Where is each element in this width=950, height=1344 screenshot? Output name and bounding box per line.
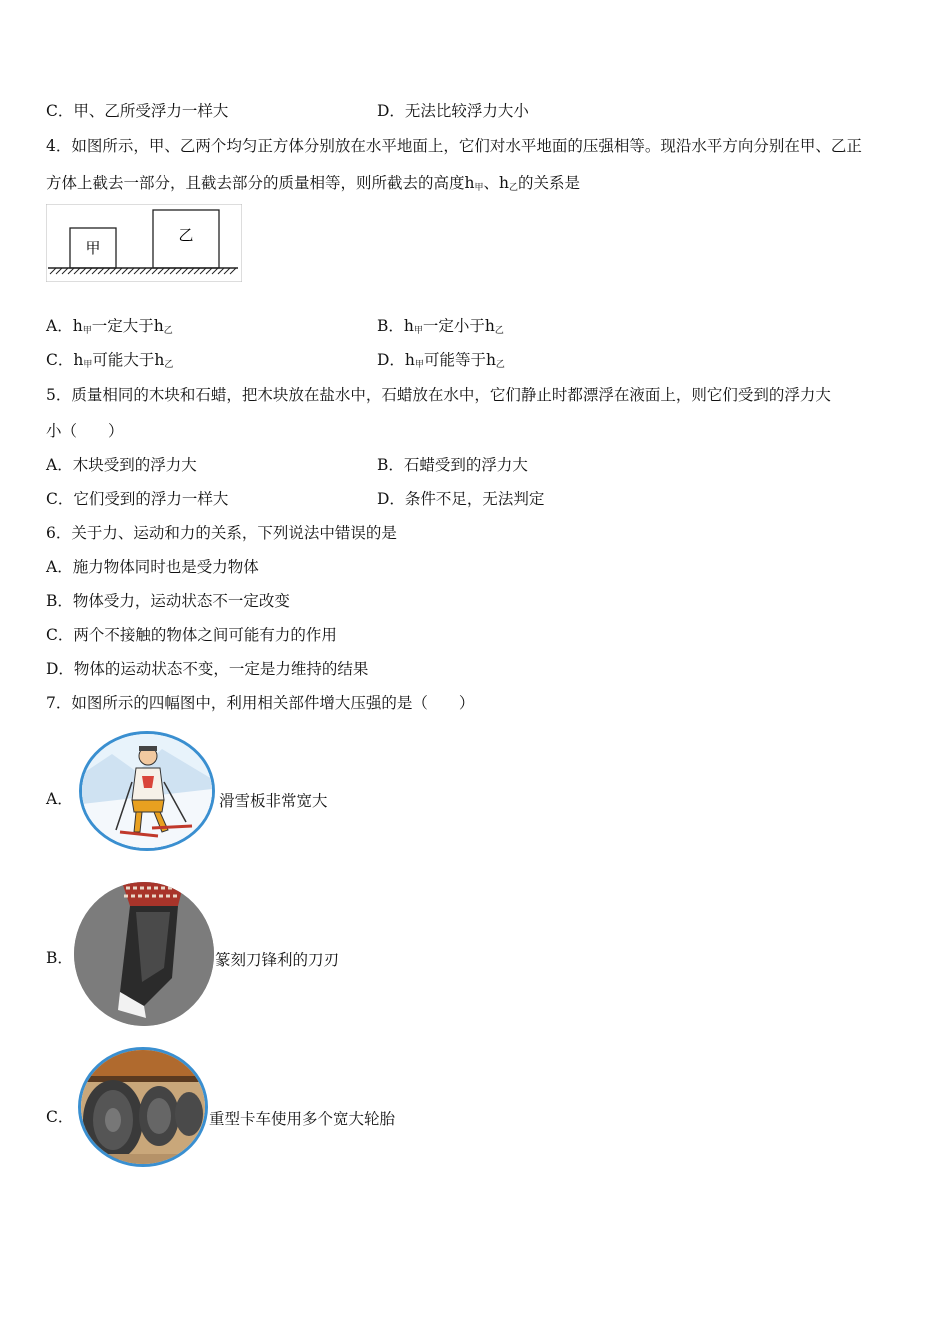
q7-option-a-text: 滑雪板非常宽大 [219, 792, 328, 810]
ground-hatching [50, 268, 236, 274]
q7-option-a-letter: A． [46, 790, 73, 808]
q4-stem-text: 的关系是 [518, 174, 581, 192]
q7-stem: 7．如图所示的四幅图中，利用相关部件增大压强的是（ ） [46, 694, 475, 712]
q6-option-a: A．施力物体同时也是受力物体 [46, 558, 259, 576]
q5-option-b: B．石蜡受到的浮力大 [377, 456, 528, 474]
q4-stem-text: 、h [483, 174, 509, 192]
q6-option-c: C．两个不接触的物体之间可能有力的作用 [46, 626, 337, 644]
q4-option-a: A．$h_甲$一定大于$h_乙$ [46, 317, 173, 336]
carving-knife-illustration [74, 882, 214, 1026]
q5-option-d: D．条件不足，无法判定 [377, 490, 545, 508]
q4-stem-line1: 4．如图所示，甲、乙两个均匀正方体分别放在水平地面上，它们对水平地面的压强相等。现沿水平方向分别在甲、乙正 [46, 137, 862, 155]
q7-option-b-letter: B． [46, 949, 73, 967]
skier-illustration [82, 734, 212, 848]
q4-cubes-figure [46, 204, 242, 282]
q6-option-d: D．物体的运动状态不变，一定是力维持的结果 [46, 660, 369, 678]
q5-stem-line1: 5．质量相同的木块和石蜡，把木块放在盐水中，石蜡放在水中，它们静止时都漂浮在液面上，则它们受到的浮力大 [46, 386, 831, 404]
q6-stem: 6．关于力、运动和力的关系，下列说法中错误的是 [46, 524, 397, 542]
q7-option-b-text: 篆刻刀锋利的刀刃 [215, 951, 340, 969]
q5-stem-line2: 小（ ） [46, 422, 124, 440]
q5-option-c: C．它们受到的浮力一样大 [46, 490, 229, 508]
q4-option-d: D．$h_甲$可能等于$h_乙$ [377, 351, 505, 370]
cube-yi-label: 乙 [178, 226, 194, 244]
subscript-yi: 乙 [509, 183, 519, 193]
carving-knife-image [74, 882, 214, 1026]
q4-stem-text: 方体上截去一部分，且截去部分的质量相等，则所截去的高度h [46, 174, 475, 192]
q4-stem-line2 [46, 173, 580, 198]
q3-option-c: C．甲、乙所受浮力一样大 [46, 102, 229, 120]
q6-option-b: B．物体受力，运动状态不一定改变 [46, 592, 290, 610]
q7-option-c-text: 重型卡车使用多个宽大轮胎 [209, 1110, 396, 1128]
q4-option-c: C．$h_甲$可能大于$h_乙$ [46, 351, 174, 370]
q5-option-a: A．木块受到的浮力大 [46, 456, 197, 474]
cube-jia-label: 甲 [85, 239, 101, 257]
truck-tires-illustration [81, 1050, 205, 1164]
q7-option-c-letter: C． [46, 1108, 74, 1126]
q4-option-b: B．$h_甲$一定小于$h_乙$ [377, 317, 504, 336]
subscript-jia: 甲 [474, 183, 484, 193]
q3-option-d: D．无法比较浮力大小 [377, 102, 529, 120]
skier-image [79, 731, 215, 851]
truck-tires-image [78, 1047, 208, 1167]
